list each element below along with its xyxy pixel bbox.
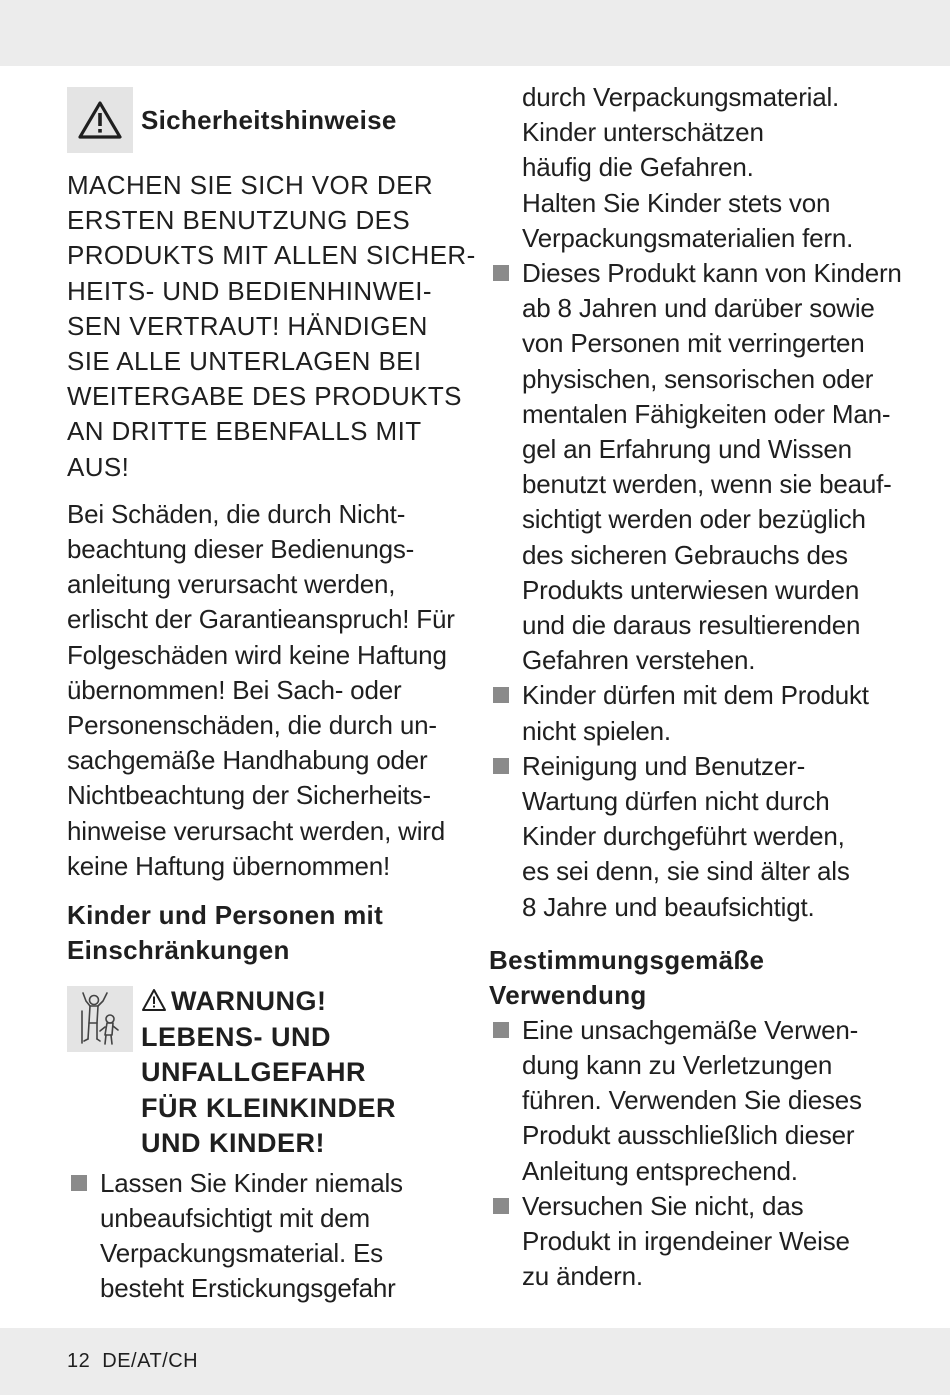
- intended-use-bullets: [489, 1013, 889, 1295]
- text-line: erlischt der Garantieanspruch! Für: [67, 604, 455, 635]
- text-line: gel an Erfahrung und Wissen: [522, 434, 852, 465]
- text-line: es sei denn, sie sind älter als: [522, 856, 850, 887]
- liability-paragraph: [67, 497, 467, 884]
- text-line: mentalen Fähigkeiten oder Man-: [522, 398, 891, 429]
- text-line: benutzt werden, wenn sie beauf-: [522, 469, 892, 500]
- caps-line: MACHEN SIE SICH VOR DER: [67, 170, 434, 200]
- child-hazard-icon: [67, 986, 133, 1052]
- text-line: Gefahren verstehen.: [522, 645, 756, 676]
- header-band: [0, 0, 950, 66]
- warning-label: WARNUNG!: [171, 986, 327, 1017]
- text-line: physischen, sensorischen oder: [522, 363, 874, 394]
- right-column: [489, 80, 902, 1295]
- text-line: Folgeschäden wird keine Haftung: [67, 639, 447, 670]
- caps-line: WEITERGABE DES PRODUKTS: [67, 381, 462, 412]
- text-line: unbeaufsichtigt mit dem: [100, 1202, 370, 1233]
- page-footer: [67, 1350, 210, 1373]
- text-line: des sicheren Gebrauchs des: [522, 539, 848, 570]
- warning-line: UND KINDER!: [141, 1128, 325, 1159]
- list-item: [67, 1166, 467, 1307]
- left-column: [67, 86, 476, 1306]
- warning-triangle-icon: [67, 87, 133, 153]
- caps-line: AUS!: [67, 451, 130, 482]
- heading-line: Verwendung: [489, 979, 647, 1010]
- text-line: Eine unsachgemäße Verwen-: [522, 1014, 859, 1045]
- list-item: [489, 678, 889, 748]
- text-line: dung kann zu Verletzungen: [522, 1050, 833, 1081]
- heading-line: Kinder und Personen mit: [67, 900, 384, 931]
- page-number: 12: [67, 1350, 91, 1372]
- text-line: und die daraus resultierenden: [522, 610, 861, 641]
- caps-line: HEITS- UND BEDIENHINWEI-: [67, 275, 432, 306]
- caps-line: PRODUKTS MIT ALLEN SICHER-: [67, 240, 476, 271]
- caps-line: SIE ALLE UNTERLAGEN BEI: [67, 346, 422, 377]
- bullet-square-icon: [493, 1022, 509, 1038]
- text-line: Nichtbeachtung der Sicherheits-: [67, 780, 431, 811]
- text-line: Personenschäden, die durch un-: [67, 710, 437, 741]
- text-line: Versuchen Sie nicht, das: [522, 1190, 804, 1221]
- safety-header: [67, 86, 467, 154]
- text-line: Verpackungsmaterial. Es: [100, 1237, 383, 1268]
- list-item: [489, 1189, 889, 1295]
- text-line: beachtung dieser Bedienungs-: [67, 534, 415, 565]
- warning-triangle-icon: [141, 988, 167, 1012]
- text-line: zu ändern.: [522, 1261, 643, 1292]
- warning-line: FÜR KLEINKINDER: [141, 1092, 396, 1123]
- child-warning: [67, 984, 467, 1162]
- list-item: [489, 256, 902, 678]
- text-line: 8 Jahre und beaufsichtigt.: [522, 891, 815, 922]
- heading-line: Einschränkungen: [67, 935, 290, 966]
- text-line: Lassen Sie Kinder niemals: [100, 1167, 403, 1198]
- text-line: Bei Schäden, die durch Nicht-: [67, 498, 406, 529]
- text-line: nicht spielen.: [522, 715, 671, 746]
- bullet-square-icon: [493, 758, 509, 774]
- warning-line: UNFALLGEFAHR: [141, 1057, 366, 1088]
- text-line: Kinder unterschätzen: [522, 117, 764, 148]
- text-line: Kinder dürfen mit dem Produkt: [522, 680, 869, 711]
- bullet-square-icon: [493, 1198, 509, 1214]
- text-line: Anleitung entsprechend.: [522, 1155, 798, 1186]
- bullet-continuation: [489, 80, 889, 256]
- bullet-square-icon: [493, 265, 509, 281]
- text-line: Produkt ausschließlich dieser: [522, 1120, 855, 1151]
- text-line: keine Haftung übernommen!: [67, 850, 391, 881]
- text-line: Verpackungsmaterialien fern.: [522, 222, 854, 253]
- text-line: durch Verpackungsmaterial.: [522, 82, 840, 112]
- text-line: führen. Verwenden Sie dieses: [522, 1085, 862, 1116]
- warning-line: LEBENS- UND: [141, 1021, 332, 1052]
- text-line: Produkts unterwiesen wurden: [522, 574, 860, 605]
- text-line: hinweise verursacht werden, wird: [67, 815, 445, 846]
- children-bullets-left: [67, 1166, 467, 1307]
- caps-notice: [67, 168, 476, 485]
- text-line: übernommen! Bei Sach- oder: [67, 674, 402, 705]
- caps-line: ERSTEN BENUTZUNG DES: [67, 205, 411, 236]
- text-line: Reinigung und Benutzer-: [522, 750, 806, 781]
- language-codes: DE/AT/CH: [102, 1350, 199, 1372]
- text-line: häufig die Gefahren.: [522, 152, 754, 183]
- text-line: Wartung dürfen nicht durch: [522, 786, 830, 817]
- text-line: besteht Erstickungsgefahr: [100, 1273, 396, 1304]
- text-line: Dieses Produkt kann von Kindern: [522, 258, 902, 289]
- text-line: sichtigt werden oder bezüglich: [522, 504, 866, 535]
- caps-line: SEN VERTRAUT! HÄNDIGEN: [67, 310, 428, 341]
- children-heading: [67, 898, 467, 968]
- text-line: ab 8 Jahren und darüber sowie: [522, 293, 875, 324]
- text-line: Halten Sie Kinder stets von: [522, 187, 831, 218]
- intended-use-heading: [489, 943, 889, 1013]
- text-line: Produkt in irgendeiner Weise: [522, 1226, 850, 1257]
- heading-line: Bestimmungsgemäße: [489, 944, 765, 975]
- section-title: Sicherheitshinweise: [141, 104, 397, 135]
- bullet-square-icon: [71, 1175, 87, 1191]
- list-item: [489, 1013, 889, 1189]
- children-bullets-right: [489, 256, 902, 925]
- text-line: anleitung verursacht werden,: [67, 569, 396, 600]
- text-line: sachgemäße Handhabung oder: [67, 745, 428, 776]
- warning-text: [141, 984, 396, 1162]
- caps-line: AN DRITTE EBENFALLS MIT: [67, 416, 422, 447]
- list-item: [489, 749, 889, 925]
- text-line: Kinder durchgeführt werden,: [522, 821, 845, 852]
- text-line: von Personen mit verringerten: [522, 328, 865, 359]
- bullet-square-icon: [493, 687, 509, 703]
